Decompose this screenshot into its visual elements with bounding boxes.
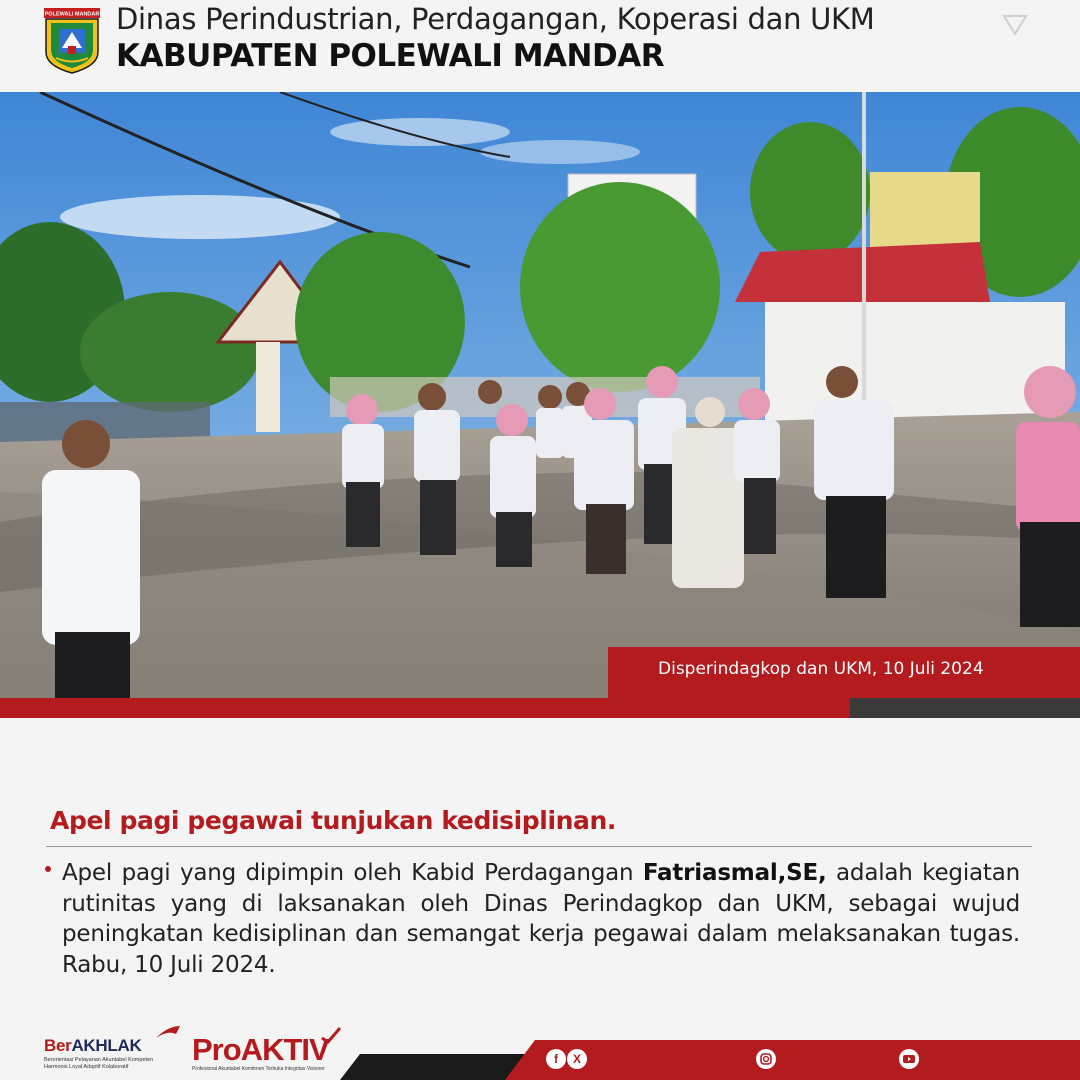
instagram-icon[interactable] (756, 1049, 776, 1069)
facebook-icon[interactable]: f (546, 1049, 566, 1069)
red-accent-bar (0, 698, 850, 718)
bullet-icon (45, 866, 51, 872)
triangle-down-icon (1002, 14, 1028, 36)
article-title: Apel pagi pegawai tunjukan kedisiplinan. (50, 806, 616, 835)
svg-text:POLEWALI MANDAR: POLEWALI MANDAR (44, 11, 100, 18)
photo-caption: Disperindagkop dan UKM, 10 Juli 2024 (658, 659, 984, 679)
berakhlak-logo: BerAKHLAK Berorientasi Pelayanan Akuntabel Kompeten Harmonis Loyal Adaptif Kolaboratif (44, 1024, 184, 1074)
proaktiv-logo: ProAKTIV Profesional Akuntabel Komitmen Terbuka Integritas Visioner (192, 1026, 352, 1076)
swoosh-icon (154, 1024, 182, 1040)
leader-name: Fatriasmal,SE, (642, 860, 827, 886)
youtube-icon[interactable] (899, 1049, 919, 1069)
org-name: Dinas Perindustrian, Perdagangan, Koperasi dan UKM (116, 2, 875, 36)
region-name: KABUPATEN POLEWALI MANDAR (116, 38, 665, 74)
dark-accent-bar (850, 698, 1080, 718)
check-mark-icon (320, 1026, 342, 1044)
footer-red-band (505, 1040, 1080, 1080)
article-paragraph: Apel pagi yang dipimpin oleh Kabid Perdagangan Fatriasmal,SE, adalah kegiatan rutinitas yang di laksanakan oleh Dinas Perindagkop dan UKM, sebagai wujud peningkatan kedisiplinan dan semangat kerja pegawai dalam melaksanakan tugas. Rabu, 10 Juli 2024. (62, 860, 1020, 978)
x-icon[interactable]: X (567, 1049, 587, 1069)
title-divider (46, 846, 1032, 847)
header (0, 0, 1080, 92)
event-photo (0, 92, 1080, 698)
polewali-mandar-logo (44, 8, 100, 74)
